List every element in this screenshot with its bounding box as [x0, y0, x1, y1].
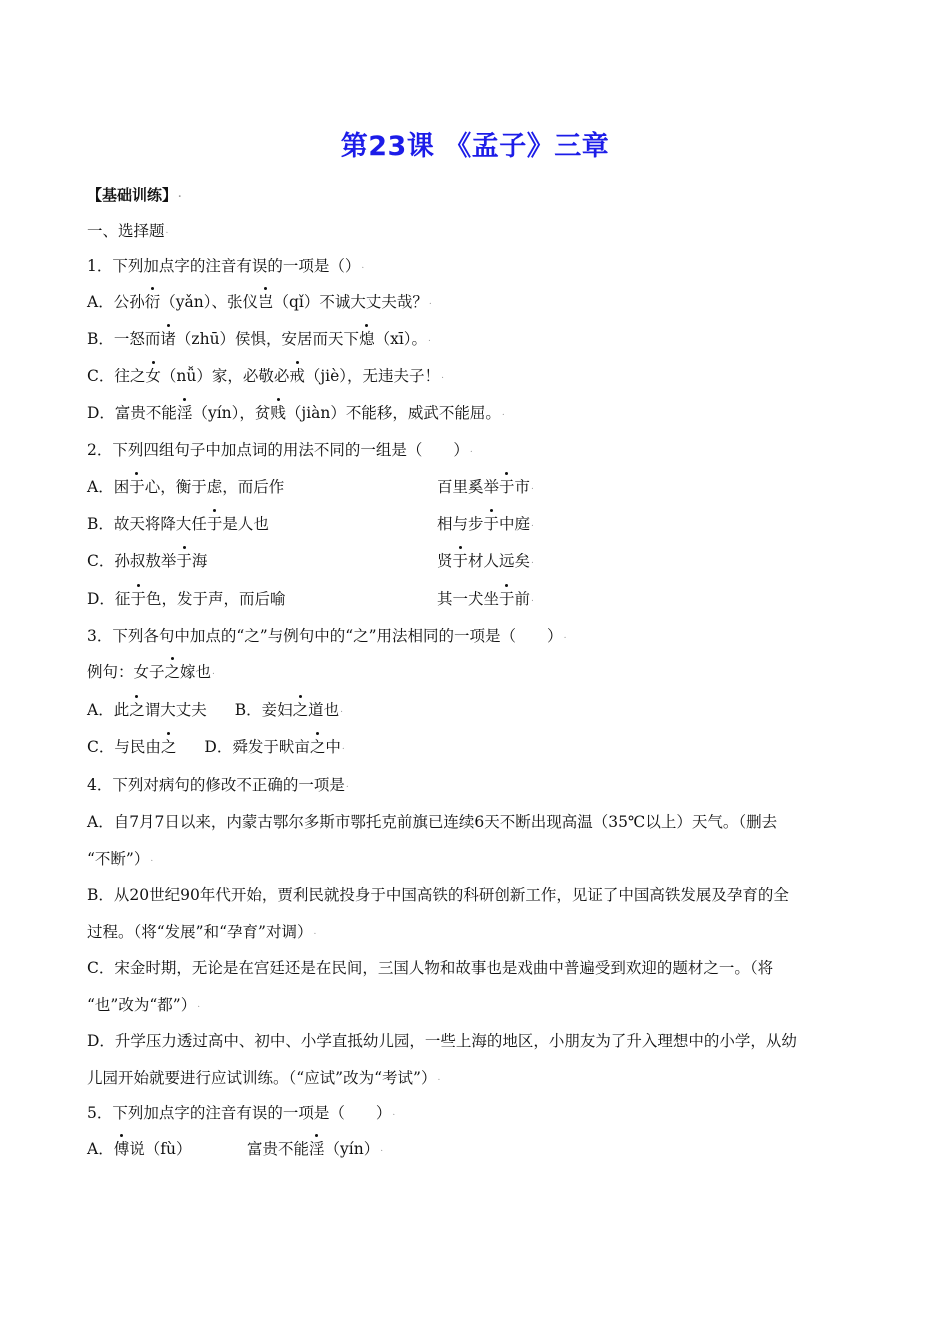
question-4-option-d-line1: D．升学压力透过高中、初中、小学直抵幼儿园，一些上海的地区，小朋友为了升入理想中的小学，从幼 — [87, 1032, 797, 1050]
option-text: 材人远矣 — [468, 552, 531, 570]
paragraph-mark: . — [501, 408, 505, 418]
question-3-options-ab — [87, 700, 343, 720]
paragraph-mark: . — [437, 1073, 441, 1083]
question-5-option-a — [87, 1139, 487, 1159]
option-right-column — [437, 514, 534, 534]
dotted-char: 之 — [309, 738, 326, 756]
question-3-options-cd — [87, 737, 345, 757]
dotted-char: 之 — [164, 663, 181, 681]
question-2-option-b — [87, 514, 687, 534]
question-text: 5．下列加点字的注音有误的一项是（ ） — [87, 1104, 392, 1122]
dotted-char: 女 — [145, 367, 161, 385]
option-text: 心，衡于虑，而后作 — [144, 478, 285, 496]
question-4-option-b-line1: B．从20世纪90年代开始，贾利民就投身于中国高铁的科研创新工作，见证了中国高铁发展及孕育的全 — [87, 886, 789, 904]
dotted-char: 之 — [129, 701, 145, 719]
paragraph-mark: . — [313, 927, 317, 937]
paragraph-mark: . — [441, 371, 444, 381]
dotted-char: 之 — [160, 738, 177, 756]
option-text: （zhū）侯惧，安居而天下 — [175, 330, 360, 348]
option-text: 百里奚举 — [437, 478, 500, 496]
dotted-char: 之 — [292, 701, 309, 719]
question-2-option-d — [87, 589, 687, 609]
paragraph-mark: . — [428, 297, 432, 307]
option-text: C．孙叔敖举 — [87, 552, 177, 570]
question-4-stem — [87, 775, 349, 795]
dotted-char: 于 — [206, 515, 223, 533]
question-text: 1．下列加点字的注音有误的一项是（） — [87, 257, 361, 275]
paragraph-mark: . — [428, 334, 431, 344]
option-text: A．此 — [87, 701, 130, 719]
question-1-option-d — [87, 403, 505, 423]
page-title: 第23课 《孟子》三章 — [340, 131, 610, 162]
example-text: 例句：女子 — [87, 663, 165, 681]
option-a-second-item — [247, 1139, 383, 1159]
dotted-char: 于 — [483, 515, 500, 533]
dotted-char: 于 — [176, 552, 192, 570]
option-text: “不断”） — [87, 850, 150, 868]
option-text: 富贵不能 — [247, 1140, 310, 1158]
question-2-stem — [87, 440, 473, 460]
option-text: 海 — [191, 552, 208, 570]
option-right-column — [437, 589, 534, 609]
paragraph-mark: . — [197, 1000, 201, 1010]
section-heading — [87, 185, 181, 205]
option-text: A．公孙 — [87, 293, 145, 311]
option-text: 中庭 — [499, 515, 531, 533]
example-text: 嫁也 — [180, 663, 212, 681]
option-text: D．舜发于畎亩 — [204, 738, 310, 756]
option-text: 道也 — [308, 701, 340, 719]
dotted-char: 傅 — [113, 1140, 130, 1158]
option-text: C．往之 — [87, 367, 146, 385]
paragraph-mark: . — [361, 261, 365, 271]
question-4-option-c-line1: C．宋金时期，无论是在宫廷还是在民间，三国人物和故事也是戏曲中普遍受到欢迎的题材之一。（将 — [87, 959, 774, 977]
dotted-char: 于 — [129, 478, 145, 496]
dotted-char: 贱 — [270, 404, 286, 422]
part-heading — [87, 221, 168, 241]
option-text: B．一怒而 — [87, 330, 161, 348]
question-2-option-c — [87, 551, 687, 571]
option-text: （jiè），无违夫子！ — [304, 367, 441, 385]
dotted-char: 岂 — [257, 293, 274, 311]
question-text: 3．下列各句中加点的“之”与例句中的“之”用法相同的一项是（ ） — [87, 627, 563, 645]
option-b — [235, 700, 339, 720]
dotted-char: 衍 — [144, 293, 161, 311]
paragraph-mark: . — [531, 556, 534, 566]
paragraph-mark: . — [150, 854, 154, 864]
option-text: （yín），贫 — [192, 404, 271, 422]
option-text: D．富贵不能 — [87, 404, 177, 422]
question-5-stem — [87, 1103, 395, 1123]
question-2-option-a — [87, 477, 687, 497]
option-text: （jiàn）不能移，威武不能屈。 — [285, 404, 501, 422]
question-1-option-a — [87, 292, 432, 312]
option-text: 中 — [325, 738, 341, 756]
paragraph-mark: . — [531, 594, 534, 604]
dotted-char: 诸 — [160, 330, 176, 348]
question-1-option-b — [87, 329, 431, 349]
option-text: 相与步 — [437, 515, 484, 533]
paragraph-mark: . — [165, 226, 169, 236]
paragraph-mark: . — [380, 1144, 384, 1154]
option-text: 儿园开始就要进行应试训练。（“应试”改为“考试”） — [87, 1069, 437, 1087]
question-3-stem — [87, 626, 566, 646]
paragraph-mark: . — [178, 190, 182, 200]
option-text: B．故天将降大任 — [87, 515, 207, 533]
option-text: （qǐ）不诚大丈夫哉？ — [273, 293, 428, 311]
part-heading-text: 一、选择题 — [87, 222, 165, 240]
question-text: 2．下列四组句子中加点词的用法不同的一组是（ ） — [87, 441, 469, 459]
option-text: A． — [87, 1140, 114, 1158]
option-text: 其一犬坐 — [437, 590, 500, 608]
question-4-option-d-line2 — [87, 1068, 440, 1088]
option-text: 过程。（将“发展”和“孕育”对调） — [87, 923, 313, 941]
option-right-column — [437, 477, 534, 497]
question-4-option-c-line2 — [87, 995, 200, 1015]
option-text: 贤 — [437, 552, 453, 570]
dotted-char: 淫 — [176, 404, 193, 422]
dotted-char: 于 — [130, 590, 146, 608]
option-text: （xī）。 — [374, 330, 428, 348]
paragraph-mark: . — [531, 519, 534, 529]
dotted-char: 戒 — [289, 367, 305, 385]
option-text: C．与民由 — [87, 738, 161, 756]
question-1-stem — [87, 256, 364, 276]
paragraph-mark: . — [531, 482, 534, 492]
question-3-example — [87, 662, 215, 682]
question-4-option-a-line2 — [87, 849, 153, 869]
paragraph-mark: . — [340, 705, 344, 715]
paragraph-mark: . — [469, 445, 473, 455]
dotted-char: 熄 — [359, 330, 375, 348]
question-4-option-a-line1: A．自7月7日以来，内蒙古鄂尔多斯市鄂托克前旗已连续6天不断出现高温（35℃以上）天气。（删去 — [87, 813, 778, 831]
option-d — [204, 737, 340, 757]
dotted-char: 于 — [452, 552, 469, 570]
option-text: 谓大丈夫 — [144, 701, 207, 719]
option-text: 前 — [514, 590, 531, 608]
paragraph-mark: . — [563, 631, 567, 641]
option-text: B．妾妇 — [234, 701, 293, 719]
option-text: 说（fù） — [129, 1140, 192, 1158]
question-text: 4．下列对病句的修改不正确的一项是 — [87, 776, 345, 794]
section-heading-text: 【基础训练】 — [87, 186, 178, 204]
option-text: （yín） — [324, 1140, 380, 1158]
dotted-char: 于 — [499, 478, 515, 496]
question-4-option-b-line2 — [87, 922, 316, 942]
question-1-option-c — [87, 366, 444, 386]
paragraph-mark: . — [392, 1108, 396, 1118]
dotted-char: 于 — [499, 590, 515, 608]
option-right-column — [437, 551, 534, 571]
option-text: 色，发于声，而后喻 — [145, 590, 286, 608]
option-text: 是人也 — [222, 515, 269, 533]
option-text: D．征 — [87, 590, 131, 608]
option-text: A．困 — [87, 478, 130, 496]
option-text: （yǎn）、张仪 — [160, 293, 258, 311]
option-text: （nǚ）家，必敬必 — [160, 367, 290, 385]
paragraph-mark: . — [345, 780, 349, 790]
paragraph-mark: . — [212, 667, 215, 677]
dotted-char: 淫 — [309, 1140, 325, 1158]
paragraph-mark: . — [341, 742, 345, 752]
option-text: 市 — [514, 478, 531, 496]
option-text: “也”改为“都”） — [87, 996, 197, 1014]
